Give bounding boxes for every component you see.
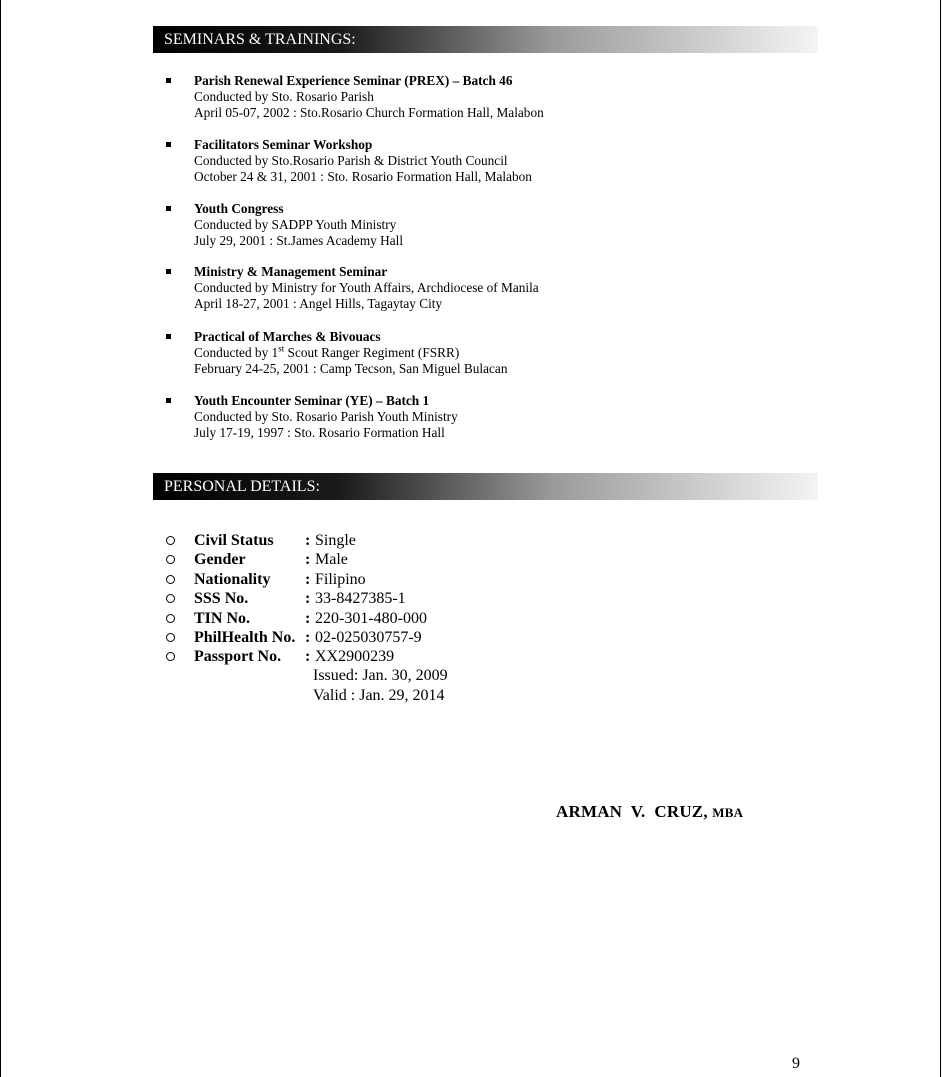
seminar-date-place: July 29, 2001 : St.James Academy Hall bbox=[194, 233, 404, 248]
detail-label: SSS No. bbox=[194, 590, 249, 608]
seminar-item bbox=[166, 201, 403, 249]
seminar-conducted: Conducted by Ministry for Youth Affairs, Archdiocese of Manila bbox=[194, 280, 539, 295]
square-bullet-icon bbox=[166, 206, 171, 211]
circle-bullet-icon bbox=[166, 614, 175, 623]
circle-bullet-icon bbox=[166, 575, 175, 584]
square-bullet-icon bbox=[166, 398, 171, 403]
conducted-suffix: Scout Ranger Regiment (FSRR) bbox=[284, 345, 460, 360]
detail-label: PhilHealth No. bbox=[194, 628, 296, 646]
seminar-item bbox=[166, 393, 458, 441]
square-bullet-icon bbox=[166, 142, 171, 147]
detail-label: Civil Status bbox=[194, 532, 274, 549]
seminar-title: Practical of Marches & Bivouacs bbox=[194, 329, 381, 344]
detail-value: 33-8427385-1 bbox=[315, 590, 406, 608]
seminar-conducted: Conducted by Sto.Rosario Parish & District Youth Council bbox=[194, 153, 508, 168]
detail-label: Passport No. bbox=[194, 648, 282, 666]
square-bullet-icon bbox=[166, 334, 171, 339]
seminar-conducted: Conducted by Sto. Rosario Parish bbox=[194, 89, 374, 104]
detail-colon: : bbox=[305, 628, 311, 646]
seminar-date-place: July 17-19, 1997 : Sto. Rosario Formation Hall bbox=[194, 425, 445, 440]
seminar-conducted: Conducted by SADPP Youth Ministry bbox=[194, 217, 397, 232]
signature-name bbox=[556, 802, 743, 822]
detail-colon: : bbox=[305, 570, 311, 588]
page-number: 9 bbox=[792, 1055, 800, 1072]
detail-colon: : bbox=[305, 551, 311, 569]
seminar-title: Facilitators Seminar Workshop bbox=[194, 137, 373, 152]
circle-bullet-icon bbox=[166, 536, 175, 545]
square-bullet-icon bbox=[166, 78, 171, 83]
detail-value: 220-301-480-000 bbox=[315, 609, 427, 627]
detail-value: 02-025030757-9 bbox=[315, 628, 422, 646]
seminar-item bbox=[166, 73, 544, 121]
passport-valid: Valid : Jan. 29, 2014 bbox=[313, 687, 445, 704]
seminar-date-place: April 05-07, 2002 : Sto.Rosario Church Formation Hall, Malabon bbox=[194, 105, 544, 120]
seminar-title: Youth Encounter Seminar (YE) – Batch 1 bbox=[194, 393, 430, 408]
seminar-title: Parish Renewal Experience Seminar (PREX) – Batch 46 bbox=[194, 73, 513, 88]
seminar-date-place: October 24 & 31, 2001 : Sto. Rosario Formation Hall, Malabon bbox=[194, 169, 532, 184]
signature-full-name: ARMAN V. CRUZ, bbox=[556, 802, 708, 821]
seminars-header: SEMINARS & TRAININGS: bbox=[153, 26, 818, 53]
personal-details-header: PERSONAL DETAILS: bbox=[153, 473, 818, 500]
detail-value: XX2900239 bbox=[315, 648, 395, 666]
detail-colon: : bbox=[305, 609, 311, 627]
detail-label: Gender bbox=[194, 551, 246, 569]
ordinal-suffix: st bbox=[278, 343, 285, 354]
seminar-date-place: February 24-25, 2001 : Camp Tecson, San Miguel Bulacan bbox=[194, 361, 508, 376]
seminar-item bbox=[166, 264, 539, 312]
seminar-title: Youth Congress bbox=[194, 201, 284, 216]
passport-issued: Issued: Jan. 30, 2009 bbox=[313, 667, 448, 684]
seminar-date-place: April 18-27, 2001 : Angel Hills, Tagaytay City bbox=[194, 296, 443, 311]
seminar-item bbox=[166, 137, 532, 185]
detail-value: Male bbox=[315, 551, 348, 569]
detail-colon: : bbox=[305, 648, 311, 666]
seminar-title: Ministry & Management Seminar bbox=[194, 264, 388, 279]
seminar-item bbox=[166, 329, 507, 377]
conducted-prefix: Conducted by 1 bbox=[194, 345, 279, 360]
seminar-conducted bbox=[194, 345, 507, 361]
detail-label: TIN No. bbox=[194, 609, 251, 627]
square-bullet-icon bbox=[166, 269, 171, 274]
detail-value: Single bbox=[315, 532, 356, 549]
detail-label: Nationality bbox=[194, 570, 271, 588]
detail-colon: : bbox=[305, 532, 311, 549]
signature-degree: MBA bbox=[712, 805, 744, 820]
seminar-conducted: Conducted by Sto. Rosario Parish Youth Ministry bbox=[194, 409, 458, 424]
detail-value: Filipino bbox=[315, 570, 366, 588]
circle-bullet-icon bbox=[166, 633, 175, 642]
detail-colon: : bbox=[305, 590, 311, 608]
